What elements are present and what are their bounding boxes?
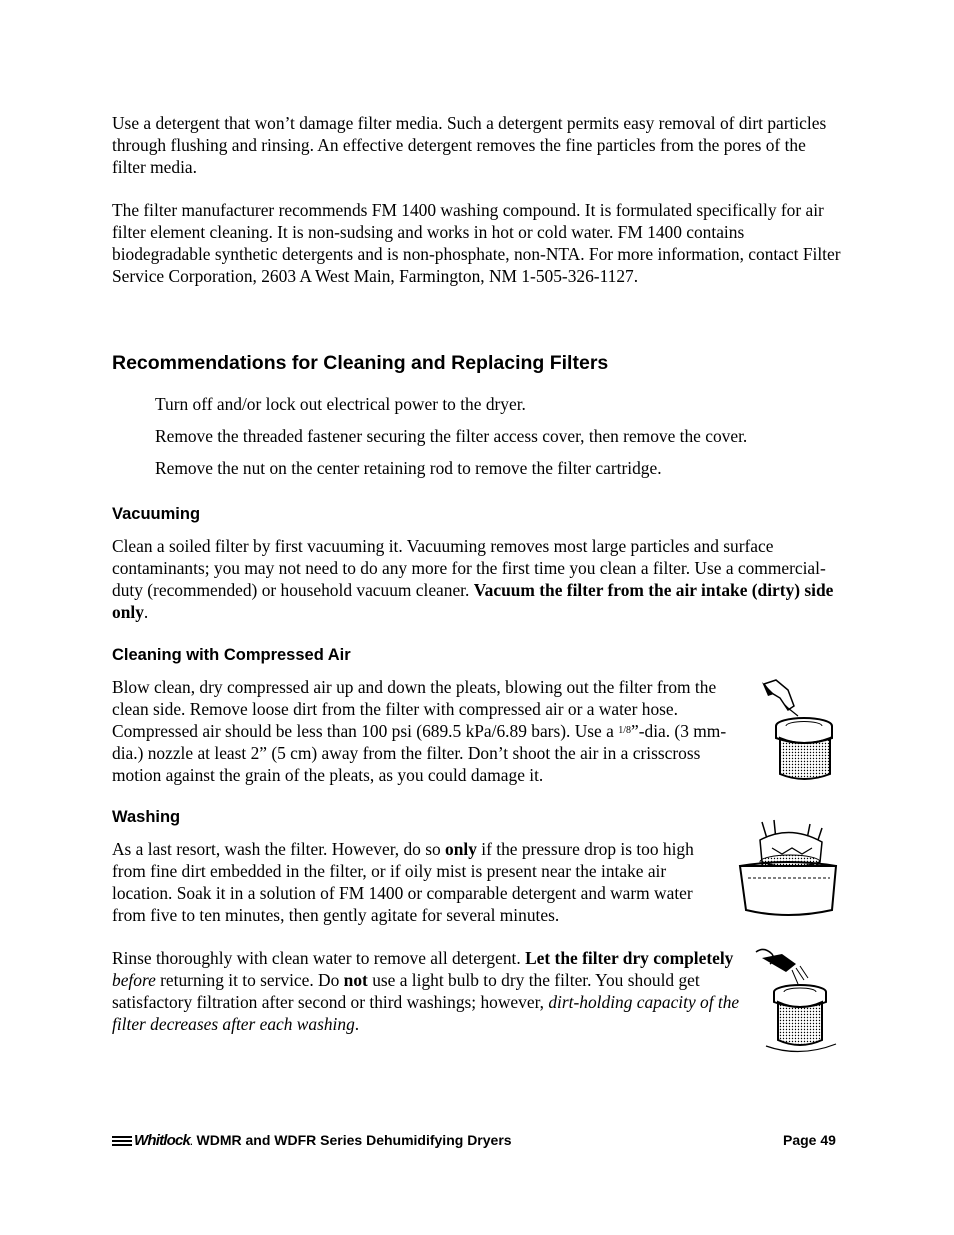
vacuuming-bold-instruction: Vacuum the filter from the air intake (dirty) side only — [112, 580, 834, 622]
step-item: Turn off and/or lock out electrical power to the dryer. — [155, 394, 526, 414]
vacuuming-end: . — [143, 602, 149, 622]
rinse-end: . — [354, 1014, 360, 1034]
rinse-text-b: returning it to service. Do — [155, 970, 344, 990]
step-item: Remove the threaded fastener securing the filter access cover, then remove the cover. — [155, 426, 748, 446]
vacuuming-text: Clean a soiled filter by first vacuuming it. Vacuuming removes most large particles and surface contaminants; you may not need to do any more for the first time you clean a filter. Use a commercial-duty (recommended) or household vacuum cleaner. — [112, 536, 826, 600]
compressed-air-text-b: ”-dia. (3 mm-dia.) nozzle at least 2” (5 cm) away from the filter. Don’t shoot the air in a crisscross motion against the grain of the pleats, as you could damage it. — [112, 721, 727, 785]
vacuuming-paragraph — [112, 535, 842, 623]
rinse-italic-capacity: dirt-holding capacity of the filter decreases after each washing — [112, 992, 740, 1034]
air-nozzle-filter-icon — [758, 676, 844, 784]
filter-rinse-hose-icon — [752, 944, 844, 1056]
subheading-washing: Washing — [112, 808, 181, 826]
subheading-compressed-air: Cleaning with Compressed Air — [112, 646, 351, 664]
rinse-italic-before: before — [112, 970, 156, 990]
washing-text-b: if the pressure drop is too high from fine dirt embedded in the filter, or if oily mist is present near the intake air location. Soak it in a solution of FM 1400 or comparable detergent and warm water from five to ten minutes, then gently agitate for several minutes. — [112, 839, 694, 925]
filter-soak-tub-icon — [734, 818, 842, 924]
rinse-bold-not: not — [343, 970, 368, 990]
intro-paragraph-1: Use a detergent that won’t damage filter media. Such a detergent permits easy removal of dirt particles through flushing and rinsing. An effective detergent removes the fine particles from the pores of the filter media. — [112, 113, 827, 177]
washing-text-a: As a last resort, wash the filter. However, do so — [112, 839, 446, 859]
subheading-vacuuming: Vacuuming — [112, 505, 201, 523]
washing-paragraph-2 — [112, 947, 740, 1035]
footer-brand: Whitlock. WDMR and WDFR Series Dehumidifying Dryers — [112, 1132, 512, 1149]
section-heading-recommendations: Recommendations for Cleaning and Replacing Filters — [112, 352, 609, 374]
compressed-air-text-a: Blow clean, dry compressed air up and down the pleats, blowing out the filter from the clean side. Remove loose dirt from the filter with compressed air or a water hose. Compressed air should be less than 100 psi (689.5 kPa/6.89 bars). Use a — [112, 677, 717, 741]
aec-mark-icon — [112, 1134, 132, 1146]
intro-paragraph-2: The filter manufacturer recommends FM 1400 washing compound. It is formulated specifically for air filter element cleaning. It is non-sudsing and works in hot or cold water. FM 1400 contains biodegradable synthetic detergents and is non-phosphate, non-NTA. For more information, contact Filter Service Corporation, 2603 A West Main, Farmington, NM 1-505-326-1127. — [112, 200, 841, 286]
whitlock-logo: Whitlock — [112, 1132, 190, 1149]
rinse-bold-dry: Let the filter dry completely — [525, 948, 734, 968]
rinse-text-c: use a light bulb to dry the filter. You should get satisfactory filtration after second or third washings; however, — [112, 970, 700, 1012]
washing-bold-only: only — [445, 839, 477, 859]
page-number: Page 49 — [783, 1132, 836, 1148]
washing-paragraph-1 — [112, 838, 727, 926]
nozzle-fraction: 1/8 — [618, 725, 631, 736]
step-item: Remove the nut on the center retaining rod to remove the filter cartridge. — [155, 458, 662, 478]
rinse-text-a: Rinse thoroughly with clean water to remove all detergent. — [112, 948, 526, 968]
compressed-air-paragraph — [112, 676, 752, 786]
footer-title: WDMR and WDFR Series Dehumidifying Dryers — [196, 1132, 512, 1148]
